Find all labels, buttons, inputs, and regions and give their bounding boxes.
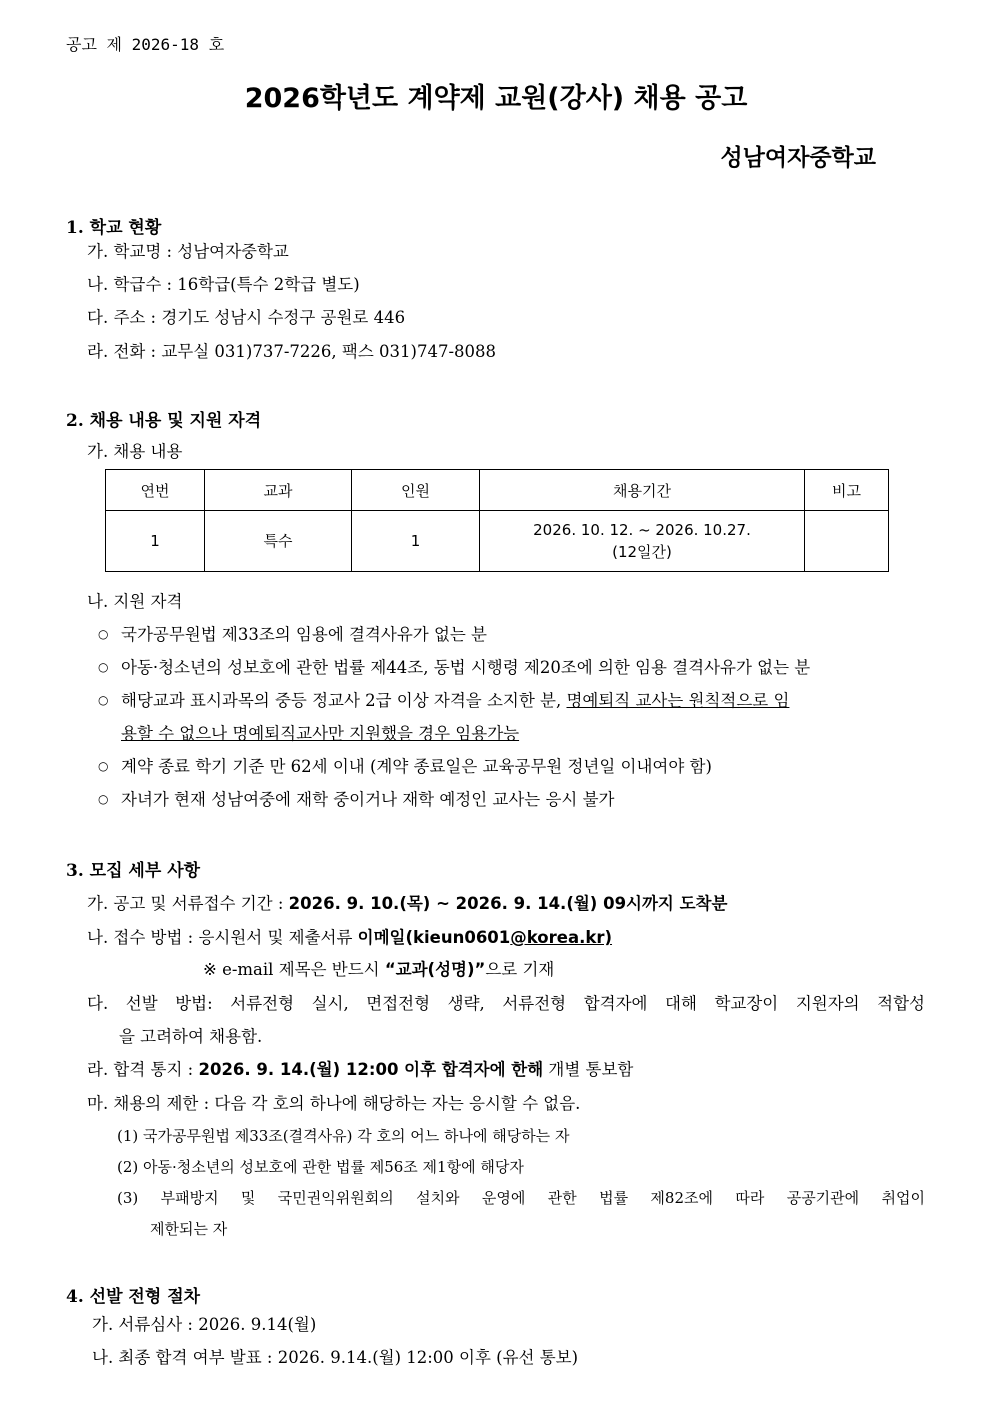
recruitment-table [105,469,889,572]
bullet-icon: ○ [98,660,109,674]
table-header-note: 비고 [805,470,889,511]
cell-period [480,511,805,572]
notice-number: 공고 제 2026-18 호 [66,35,225,54]
qualification-3-underlined: 명예퇴직 교사는 원칙적으로 임 [566,691,790,710]
table-header-subject: 교과 [205,470,352,511]
bullet-icon: ○ [98,759,109,773]
section2-sub-b: 나. 지원 자격 [87,592,183,611]
school-name: 성남여자중학교 [720,145,876,171]
section4-heading: 4. 선발 전형 절차 [66,1287,201,1307]
section3-item-c-continued: 을 고려하여 채용함. [119,1027,263,1046]
section1-item-b: 나. 학급수 : 16학급(특수 2학급 별도) [87,275,360,294]
cell-count: 1 [352,511,480,572]
section3-item-b: 나. 접수 방법 : 응시원서 및 제출서류 이메일(kieun0601@korea.kr) [87,928,613,947]
section4-item-a: 가. 서류심사 : 2026. 9.14(월) [92,1315,317,1334]
section2-heading: 2. 채용 내용 및 지원 자격 [66,411,262,431]
qualification-4: 계약 종료 학기 기준 만 62세 이내 (계약 종료일은 교육공무원 정년일 이내여야 함) [121,757,712,776]
cell-note [805,511,889,572]
restriction-3-continued: 제한되는 자 [150,1220,228,1238]
section4-item-b: 나. 최종 합격 여부 발표 : 2026. 9.14.(월) 12:00 이후 (유선 통보) [92,1348,579,1367]
section3-heading: 3. 모집 세부 사항 [66,861,201,881]
qualification-3: 해당교과 표시과목의 중등 정교사 2급 이상 자격을 소지한 분, 명예퇴직 교사는 원칙적으로 임 [121,691,790,710]
table-header-row [106,470,889,511]
section3-item-c: 다. 선발 방법: 서류전형 실시, 면접전형 생략, 서류전형 합격자에 대해 학교장이 지원자의 적합성 [87,994,925,1013]
page-title: 2026학년도 계약제 교원(강사) 채용 공고 [244,83,748,114]
section3-item-e: 마. 채용의 제한 : 다음 각 호의 하나에 해당하는 자는 응시할 수 없음. [87,1094,581,1113]
section2-sub-a: 가. 채용 내용 [87,442,183,461]
qualification-3-continued: 용할 수 없으나 명예퇴직교사만 지원했을 경우 임용가능 [121,724,520,743]
table-header-period: 채용기간 [480,470,805,511]
section3-item-a: 가. 공고 및 서류접수 기간 : 2026. 9. 10.(목) ~ 2026. 9. 14.(월) 09시까지 도착분 [87,894,728,913]
bullet-icon: ○ [98,693,109,707]
email-link[interactable]: @korea.kr) [510,928,613,947]
section1-item-c: 다. 주소 : 경기도 성남시 수정구 공원로 446 [87,308,406,327]
section1-item-d: 라. 전화 : 교무실 031)737-7226, 팩스 031)747-8088 [87,342,497,361]
restriction-2: (2) 아동·청소년의 성보호에 관한 법률 제56조 제1항에 해당자 [117,1158,524,1176]
section3-item-d: 라. 합격 통지 : 2026. 9. 14.(월) 12:00 이후 합격자에 한해 개별 통보함 [87,1060,634,1079]
cell-subject: 특수 [205,511,352,572]
restriction-3: (3) 부패방지 및 국민권익위원회의 설치와 운영에 관한 법률 제82조에 따라 공공기관에 취업이 [117,1189,925,1207]
period-days: (12일간) [612,543,672,561]
section1-item-a: 가. 학교명 : 성남여자중학교 [87,242,289,261]
section3-item-b-note: ※ e-mail 제목은 반드시 “교과(성명)”으로 기재 [203,960,555,979]
table-row [106,511,889,572]
period-dates: 2026. 10. 12. ~ 2026. 10.27. [533,521,751,539]
section1-heading: 1. 학교 현황 [66,218,162,238]
bullet-icon: ○ [98,627,109,641]
qualification-2: 아동·청소년의 성보호에 관한 법률 제44조, 동법 시행령 제20조에 의한 임용 결격사유가 없는 분 [121,658,811,677]
cell-no: 1 [106,511,205,572]
qualification-5: 자녀가 현재 성남여중에 재학 중이거나 재학 예정인 교사는 응시 불가 [121,790,615,809]
table-header-no: 연번 [106,470,205,511]
qualification-1: 국가공무원법 제33조의 임용에 결격사유가 없는 분 [121,625,487,644]
table-header-count: 인원 [352,470,480,511]
restriction-1: (1) 국가공무원법 제33조(결격사유) 각 호의 어느 하나에 해당하는 자 [117,1127,570,1145]
bullet-icon: ○ [98,792,109,806]
